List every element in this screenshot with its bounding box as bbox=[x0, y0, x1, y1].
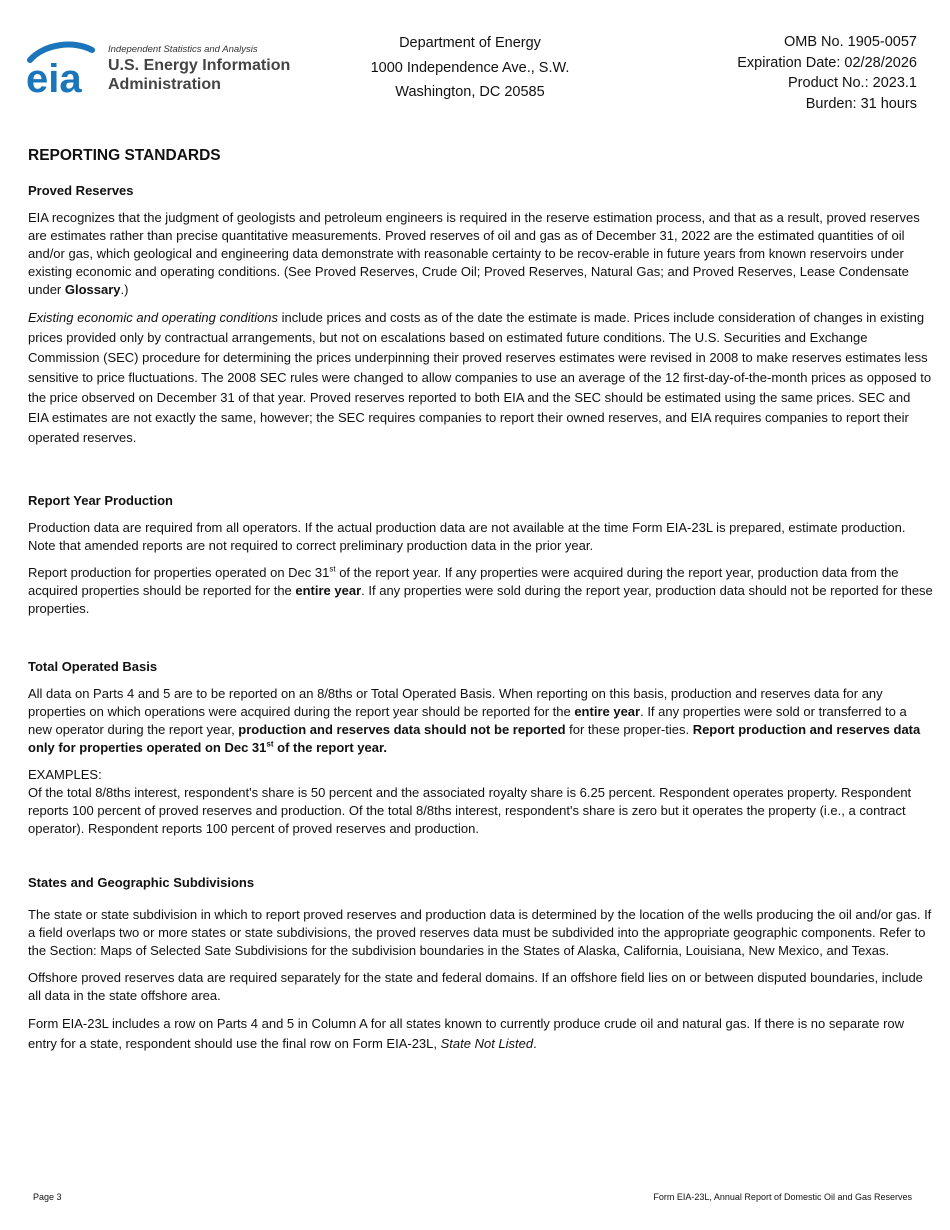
expiration-date: Expiration Date: 02/28/2026 bbox=[737, 54, 917, 71]
page-header bbox=[0, 0, 950, 120]
form-title-footer: Form EIA-23L, Annual Report of Domestic Oil and Gas Reserves bbox=[653, 1192, 912, 1202]
paragraph: Offshore proved reserves data are required separately for the state and federal domains. If an offshore field lies on or between disputed boundaries, include all data in the state offshore area. bbox=[28, 970, 923, 1003]
logo-agency-name: U.S. Energy Information Administration bbox=[108, 57, 291, 93]
section-heading: Proved Reserves bbox=[28, 183, 134, 198]
paragraph: EIA recognizes that the judgment of geologists and petroleum engineers is required in the reserve estimation process, and that as a result, proved reserves are estimates rather than precise quantitative measurements. Proved reserves of oil and gas as of December 31, 2022 are the estimated quantities of oil and/or gas, which geological and engineering data demonstrate with reasonable certainty to be recov-erable in future years from known reservoirs under existing economic and operating conditions. (See Proved Reserves, Crude Oil; Proved Reserves, Natural Gas; and Proved Reserves, Lease Condensate under Glossary.) bbox=[28, 210, 920, 297]
main-content bbox=[28, 147, 933, 1063]
paragraph: Existing economic and operating conditions include prices and costs as of the date the estimate is made. Prices include consideration of changes in existing prices provided only by contractual arrangements, but not on escalations based on estimated future conditions. The U.S. Securities and Exchange Commission (SEC) procedure for determining the prices underpinning their proved reserves estimates were revised in 2008 to make reserves estimates less sensitive to price fluctuations. The 2008 SEC rules were changed to allow companies to use an average of the 12 first-day-of-the-month prices as opposed to the price observed on December 31 of that year. Proved reserves reported to both EIA and the SEC should be estimated using the same prices. SEC and EIA estimates are not exactly the same, however; the SEC requires companies to report their owned reserves, and EIA requires companies to report their operated reserves. bbox=[28, 310, 932, 445]
examples bbox=[28, 766, 933, 838]
eia-logo bbox=[26, 40, 316, 104]
burden: Burden: 31 hours bbox=[805, 95, 917, 112]
paragraph: Report production for properties operated on Dec 31st of the report year. If any properties were acquired during the report year, production data from the acquired properties should be reported for the entire year. If any properties were sold during the report year, production data should not be reported for these properties. bbox=[28, 564, 933, 616]
examples-text: Of the total 8/8ths interest, respondent's share is 50 percent and the associated royalty share is 6.25 percent. Respondent operates property. Respondent reports 100 percent of proved reserves and production. Of the total 8/8ths interest, respondent's share is zero but it operates the property (i.e., a contract operator). Respondent reports 100 percent of proved reserves and production. bbox=[28, 785, 912, 836]
section-heading: Total Operated Basis bbox=[28, 659, 158, 674]
address-line: 1000 Independence Ave., S.W. bbox=[370, 59, 570, 76]
omb-info bbox=[737, 32, 917, 114]
paragraph: All data on Parts 4 and 5 are to be reported on an 8/8ths or Total Operated Basis. When reporting on this basis, production and reserves data for any properties on which operations were acquired during the report year should be reported for the entire year. If any properties were sold or transferred to a new operator during the report year, production and reserves data should not be reported for these proper-ties. Report production and reserves data only for properties operated on Dec 31st of the report year. bbox=[28, 686, 921, 755]
paragraph: The state or state subdivision in which to report proved reserves and production data is determined by the location of the wells producing the oil and/or gas. If a field overlaps two or more states or state subdivisions, the proved reserves data must be subdivided into the appropriate geographic components. Refer to the Section: Maps of Selected Sate Subdivisions for the subdivision boundaries in the States of Alaska, California, Louisiana, New Mexico, and Texas. bbox=[28, 907, 932, 958]
logo-mark-text: eia bbox=[26, 57, 82, 100]
section-proved-reserves bbox=[28, 183, 933, 448]
omb-number: OMB No. 1905-0057 bbox=[784, 34, 917, 50]
address-line: Washington, DC 20585 bbox=[395, 84, 545, 100]
section-heading: States and Geographic Subdivisions bbox=[28, 875, 255, 890]
examples-label: EXAMPLES: bbox=[28, 767, 102, 782]
doe-address bbox=[330, 31, 610, 105]
address-line: Department of Energy bbox=[399, 35, 541, 51]
page-number: Page 3 bbox=[33, 1192, 62, 1202]
paragraph: Form EIA-23L includes a row on Parts 4 and 5 in Column A for all states known to currently produce crude oil and natural gas. If there is no separate row entry for a state, respondent should use the final row on Form EIA-23L, State Not Listed. bbox=[28, 1016, 905, 1051]
section-report-year-production bbox=[28, 493, 933, 618]
section-total-operated-basis bbox=[28, 659, 933, 838]
product-number: Product No.: 2023.1 bbox=[788, 75, 917, 91]
logo-tagline: Independent Statistics and Analysis bbox=[108, 44, 258, 55]
paragraph: Production data are required from all operators. If the actual production data are not available at the time Form EIA-23L is prepared, estimate production. Note that amended reports are not required to correct preliminary production data in the prior year. bbox=[28, 520, 906, 553]
page-title: REPORTING STANDARDS bbox=[28, 147, 221, 164]
section-states-subdivisions bbox=[28, 875, 933, 1054]
section-heading: Report Year Production bbox=[28, 493, 173, 508]
eia-logo-mark bbox=[26, 40, 106, 100]
